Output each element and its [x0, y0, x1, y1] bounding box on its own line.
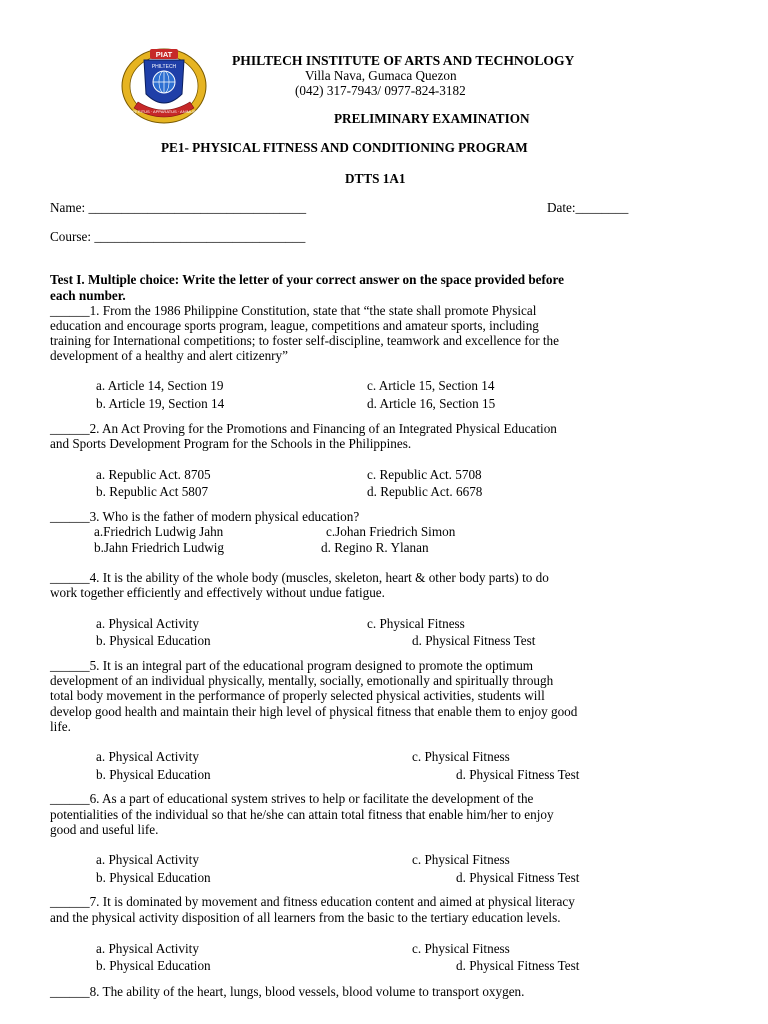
- question-1-line-1: ______1. From the 1986 Philippine Constitution, state that “the state shall promote Physical: [50, 303, 537, 318]
- logo-text-inner: PHILTECH: [151, 64, 177, 70]
- q7-choice-d: d. Physical Fitness Test: [456, 958, 580, 973]
- question-2-line-2: and Sports Development Program for the Schools in the Philippines.: [50, 436, 412, 451]
- question-5-line-4: develop good health and maintain their high level of physical fitness that enable them to enjoy good: [50, 704, 578, 719]
- q5-choice-c: c. Physical Fitness: [412, 749, 510, 764]
- section-code: DTTS 1A1: [345, 171, 406, 186]
- q5-choice-d: d. Physical Fitness Test: [456, 767, 580, 782]
- date-field[interactable]: Date:________: [547, 200, 629, 215]
- q1-choice-b: b. Article 19, Section 14: [96, 396, 225, 411]
- question-2-line-1: ______2. An Act Proving for the Promotions and Financing of an Integrated Physical Education: [50, 421, 557, 436]
- q5-choice-b: b. Physical Education: [96, 767, 211, 782]
- q2-choice-a: a. Republic Act. 8705: [96, 467, 211, 482]
- institute-name: PHILTECH INSTITUTE OF ARTS AND TECHNOLOGY: [232, 53, 575, 68]
- name-field[interactable]: Name: _________________________________: [50, 200, 307, 215]
- q4-choice-a: a. Physical Activity: [96, 616, 199, 631]
- question-6-line-1: ______6. As a part of educational system strives to help or facilitate the development of the: [50, 791, 534, 806]
- test-instruction-cont: each number.: [50, 288, 126, 303]
- logo-text-top: PIAT: [155, 50, 173, 59]
- q3-choice-b: b.Jahn Friedrich Ludwig: [94, 540, 225, 555]
- q3-choice-a: a.Friedrich Ludwig Jahn: [94, 524, 224, 539]
- question-7-line-2: and the physical activity disposition of all learners from the basic to the tertiary education levels.: [50, 910, 561, 925]
- q4-choice-d: d. Physical Fitness Test: [412, 633, 536, 648]
- question-6-line-2: potentialities of the individual so that he/she can attain total fitness that enable him/her to enjoy: [50, 807, 554, 822]
- q7-choice-a: a. Physical Activity: [96, 941, 199, 956]
- course-field[interactable]: Course: ________________________________: [50, 229, 306, 244]
- question-8-line-1: ______8. The ability of the heart, lungs, blood vessels, blood volume to transport oxygen.: [50, 984, 525, 999]
- q5-choice-a: a. Physical Activity: [96, 749, 199, 764]
- q2-choice-b: b. Republic Act 5807: [96, 484, 209, 499]
- q1-choice-d: d. Article 16, Section 15: [367, 396, 496, 411]
- question-5-line-2: development of an individual physically, mentally, socially, emotionally and spiritually through: [50, 673, 554, 688]
- question-6-line-3: good and useful life.: [50, 822, 159, 837]
- test-instruction: Test I. Multiple choice: Write the letter of your correct answer on the space provided before: [50, 272, 564, 287]
- question-5-line-3: total body movement in the performance of properly selected physical activities, students will: [50, 688, 545, 703]
- q6-choice-b: b. Physical Education: [96, 870, 211, 885]
- question-1-line-4: development of a healthy and alert citizenry”: [50, 348, 288, 363]
- exam-title: PRELIMINARY EXAMINATION: [334, 111, 530, 126]
- question-3-line-1: ______3. Who is the father of modern physical education?: [50, 509, 360, 524]
- q1-choice-a: a. Article 14, Section 19: [96, 378, 224, 393]
- q1-choice-c: c. Article 15, Section 14: [367, 378, 495, 393]
- question-1-line-2: education and encourage sports program, league, competitions and amateur sports, including: [50, 318, 539, 333]
- institute-address: Villa Nava, Gumaca Quezon: [305, 68, 457, 83]
- question-4-line-1: ______4. It is the ability of the whole body (muscles, skeleton, heart & other body parts) to do: [50, 570, 549, 585]
- q2-choice-c: c. Republic Act. 5708: [367, 467, 482, 482]
- question-5-line-1: ______5. It is an integral part of the educational program designed to promote the optimum: [50, 658, 534, 673]
- question-4-line-2: work together efficiently and effectively without undue fatigue.: [50, 585, 385, 600]
- q4-choice-c: c. Physical Fitness: [367, 616, 465, 631]
- q3-choice-d: d. Regino R. Ylanan: [321, 540, 429, 555]
- q6-choice-c: c. Physical Fitness: [412, 852, 510, 867]
- question-1-line-3: training for International competitions; to foster self-discipline, teamwork and excellence for the: [50, 333, 560, 348]
- q7-choice-c: c. Physical Fitness: [412, 941, 510, 956]
- institute-phone: (042) 317-7943/ 0977-824-3182: [295, 83, 466, 98]
- logo-motto: PERITUS · APPARATUS · ANIMUS: [132, 109, 196, 114]
- q4-choice-b: b. Physical Education: [96, 633, 211, 648]
- q6-choice-a: a. Physical Activity: [96, 852, 199, 867]
- question-7-line-1: ______7. It is dominated by movement and fitness education content and aimed at physical literacy: [50, 894, 575, 909]
- q7-choice-b: b. Physical Education: [96, 958, 211, 973]
- q2-choice-d: d. Republic Act. 6678: [367, 484, 483, 499]
- q3-choice-c: c.Johan Friedrich Simon: [326, 524, 456, 539]
- q6-choice-d: d. Physical Fitness Test: [456, 870, 580, 885]
- question-5-line-5: life.: [50, 719, 71, 734]
- school-logo: [120, 46, 208, 126]
- course-title: PE1- PHYSICAL FITNESS AND CONDITIONING PROGRAM: [161, 140, 528, 155]
